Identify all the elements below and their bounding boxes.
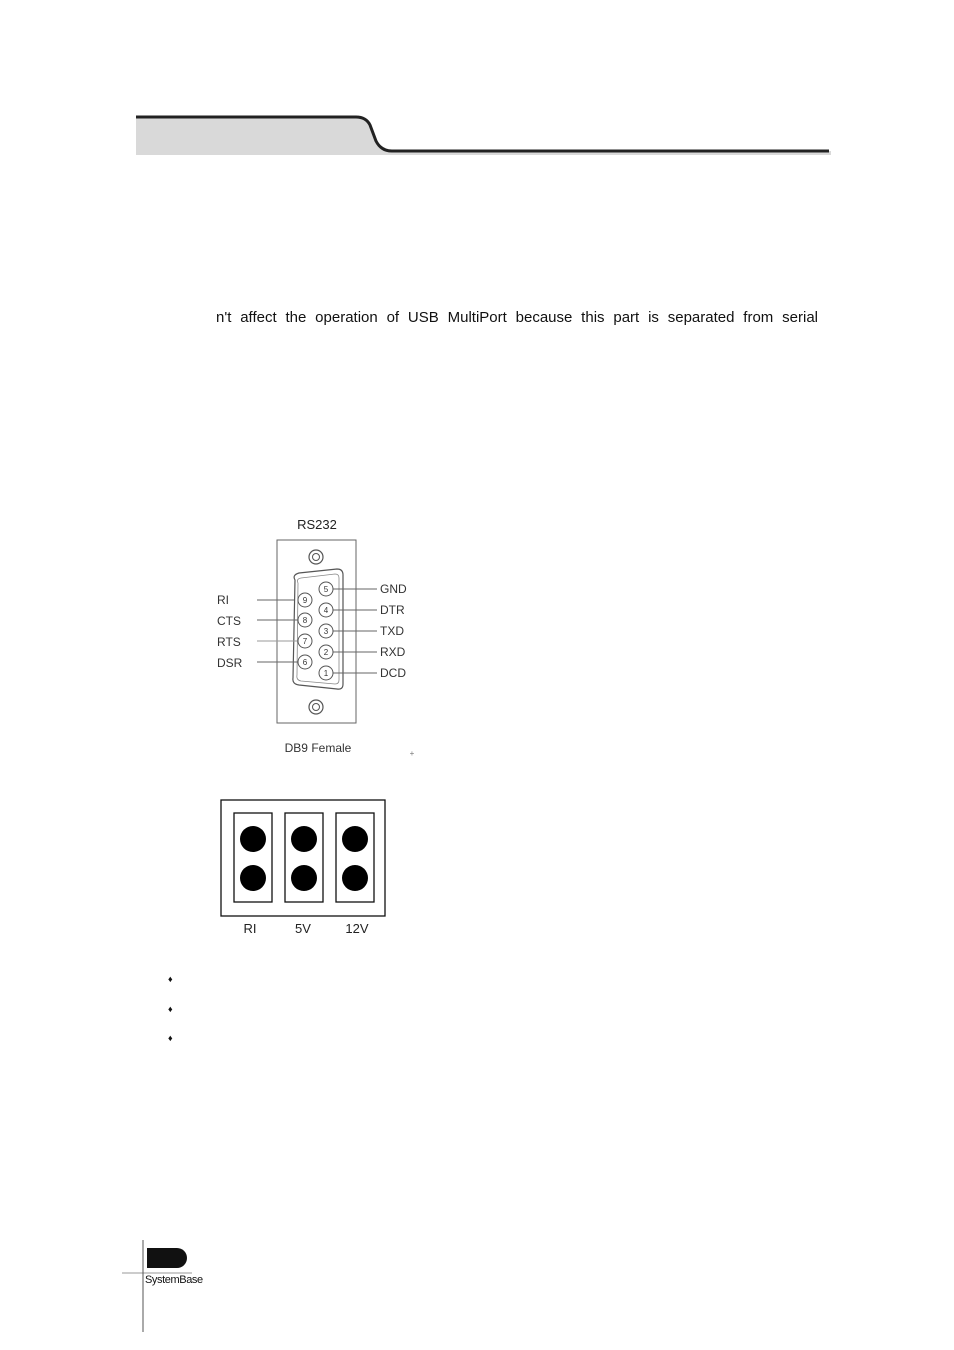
pin-label: 6 (302, 658, 308, 667)
jumper-label-5v: 5V (295, 921, 311, 936)
footer-logo (122, 1240, 222, 1335)
stray-mark: + (409, 749, 415, 758)
pin-label: 7 (302, 637, 308, 646)
signal-label-dtr: DTR (380, 603, 405, 617)
bullet-marker: ♦ (168, 1004, 173, 1014)
rs232-title: RS232 (297, 517, 337, 532)
signal-label-ri: RI (217, 593, 229, 607)
jumper-pin (291, 826, 317, 852)
pin-label: 4 (323, 606, 329, 615)
pin-label: 8 (302, 616, 308, 625)
jumper-pin (342, 826, 368, 852)
jumper-label-ri: RI (243, 921, 257, 936)
pin-label: 5 (323, 585, 329, 594)
signal-label-gnd: GND (380, 582, 407, 596)
rs232-caption: DB9 Female (284, 741, 352, 755)
signal-label-dsr: DSR (217, 656, 243, 670)
pin-label: 1 (323, 669, 329, 678)
section-header-bar (136, 113, 831, 155)
footer-brand: SystemBase (145, 1274, 203, 1286)
jumper-pin (240, 826, 266, 852)
jumper-pin (240, 865, 266, 891)
jumper-label-12v: 12V (345, 921, 369, 936)
pin-label: 9 (302, 596, 308, 605)
bullet-marker: ♦ (168, 1033, 173, 1043)
jumper-pin (291, 865, 317, 891)
pin-label: 2 (323, 648, 329, 657)
signal-label-dcd: DCD (380, 666, 406, 680)
signal-label-txd: TXD (380, 624, 404, 638)
bullet-marker: ♦ (168, 974, 173, 984)
body-text-line: n't affect the operation of USB MultiPort because this part is separated from serial (216, 309, 818, 326)
signal-label-cts: CTS (217, 614, 241, 628)
pin-label: 3 (323, 627, 329, 636)
rs232-db9-diagram (205, 512, 420, 760)
signal-label-rts: RTS (217, 635, 241, 649)
jumper-pin (342, 865, 368, 891)
power-jumper-diagram (218, 797, 388, 939)
signal-label-rxd: RXD (380, 645, 406, 659)
